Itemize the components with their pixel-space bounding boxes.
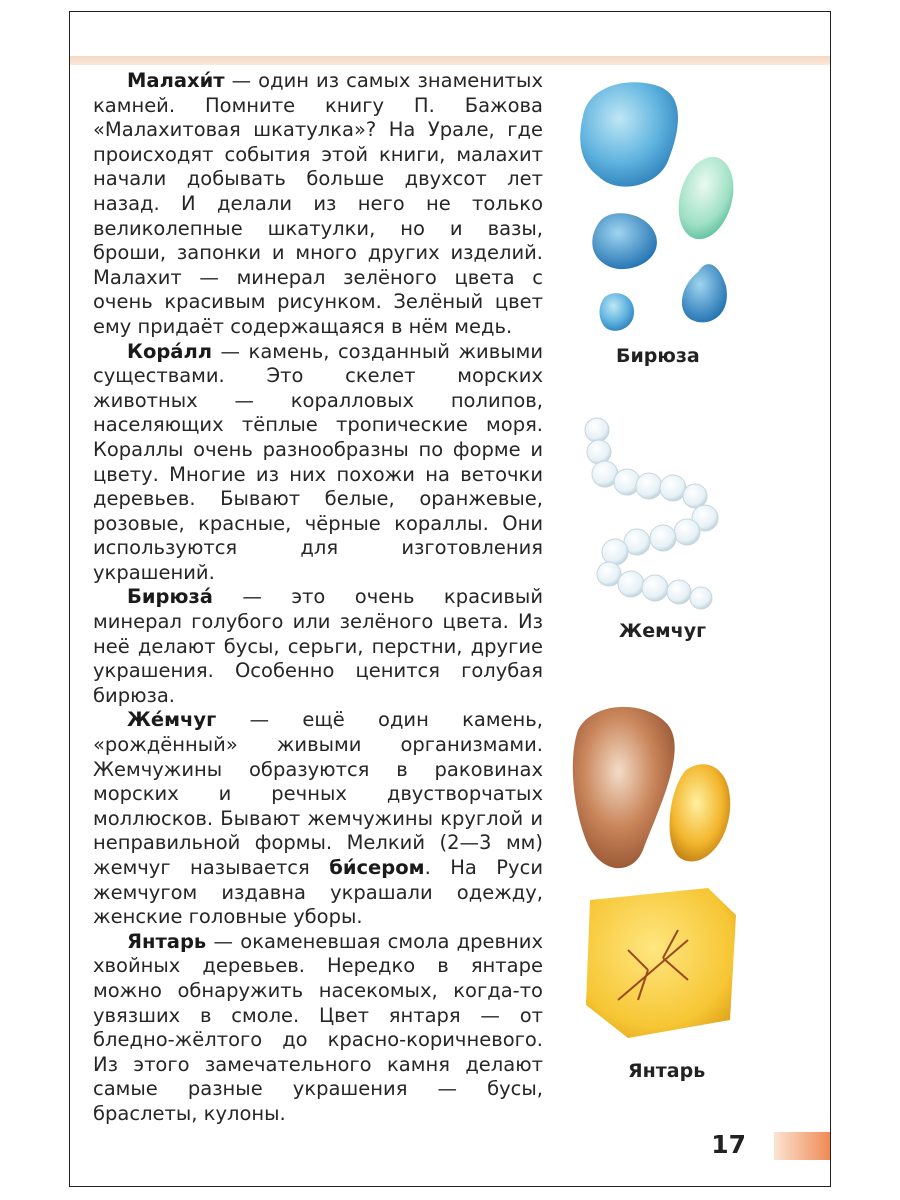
term-coral: Кора́лл	[127, 339, 213, 363]
term-turquoise: Бирюза́	[127, 585, 213, 609]
term-pearl: Же́мчуг	[127, 708, 217, 732]
turquoise-illustration	[568, 76, 748, 341]
top-decorative-band	[70, 56, 830, 65]
page-number: 17	[711, 1130, 746, 1159]
paragraph-malachite: Малахи́т — один из самых знаменитых камней. Помните книгу П. Бажова «Малахитовая шкатулка»? На Урале, где происходят события этой книги, малахит начали добывать больше двухсот лет назад. И делали из него не только великолепные шкатулки, но и вазы, броши, запонки и много других изделий. Малахит — минерал зелёного цвета с очень красивым рисунком. Зелёный цвет ему придаёт содержащаяся в нём медь.	[93, 69, 543, 338]
paragraph-amber: Янтарь — окаменевшая смола древних хвойных деревьев. Нередко в янтаре можно обнаружить насекомых, когда-то увязших в смоле. Цвет янтаря — от бледно-жёлтого до красно-коричневого. Из этого замечательного камня делают самые разные украшения — бусы, браслеты, кулоны.	[93, 929, 543, 1125]
paragraph-coral: Кора́лл — камень, созданный живыми существами. Это скелет морских животных — коралловых полипов, населяющих тёплые тропические моря. Кораллы очень разнообразны по форме и цвету. Многие из них похожи на веточки деревьев. Бывают белые, оранжевые, розовые, красные, чёрные кораллы. Они используются для изготовления украшений.	[93, 339, 543, 584]
amber-illustration	[568, 700, 748, 1060]
main-text	[93, 69, 543, 1127]
textbook-page	[69, 11, 831, 1187]
paragraph-turquoise: Бирюза́ — это очень красивый минерал голубого или зелёного цвета. Из неё делают бусы, серьги, перстни, другие украшения. Особенно ценится голубая бирюза.	[93, 585, 543, 707]
caption-turquoise: Бирюза	[616, 345, 700, 367]
paragraph-pearl: Же́мчуг — ещё один камень, «рождённый» живыми организмами. Жемчужины образуются в раковинах морских и речных двустворчатых моллюсков. Бывают жемчужины круглой и неправильной формы. Мелкий (2—3 мм) жемчуг называется би́сером. На Руси жемчугом издавна украшали одежду, женские головные уборы.	[93, 708, 543, 929]
term-biser: би́сером	[329, 856, 425, 879]
caption-amber: Янтарь	[628, 1060, 706, 1082]
term-amber: Янтарь	[127, 929, 207, 953]
caption-pearl: Жемчуг	[619, 620, 707, 642]
page-number-bar	[774, 1132, 830, 1160]
term-malachite: Малахи́т	[127, 69, 225, 92]
pearl-illustration	[575, 412, 735, 612]
